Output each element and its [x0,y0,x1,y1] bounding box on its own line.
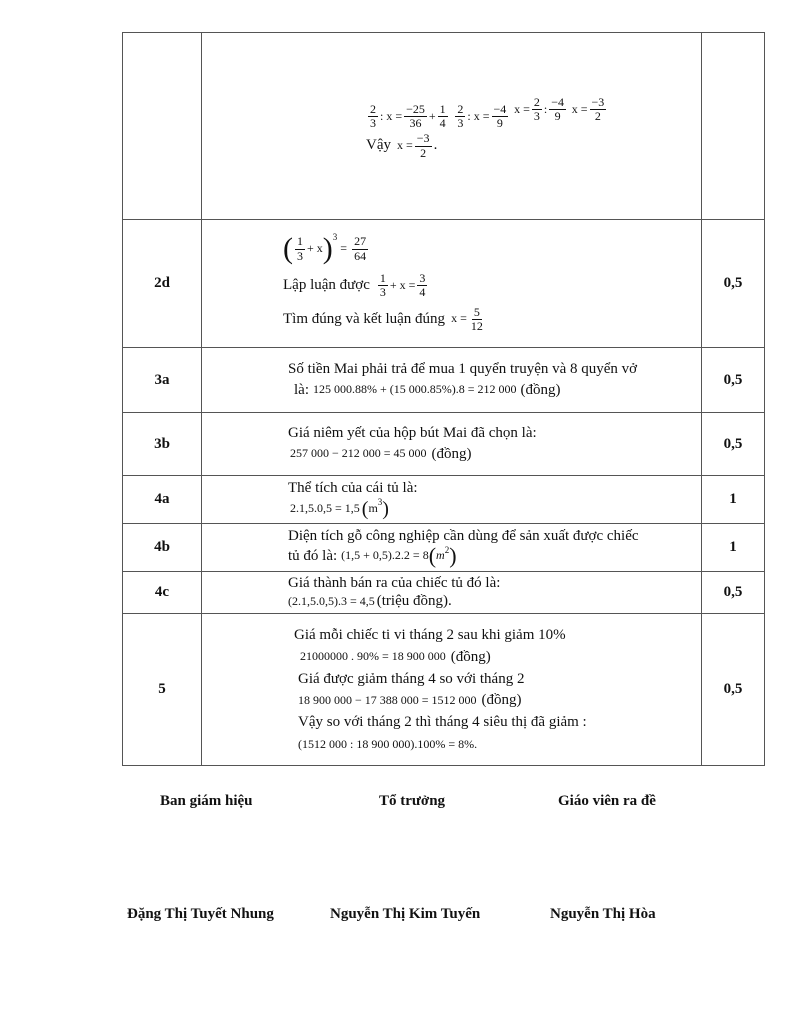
table-row [123,476,765,524]
table-row [123,572,765,614]
score-cell [702,33,765,220]
table-row [123,33,765,220]
score-cell: 1 [702,524,765,572]
table-row [123,524,765,572]
score-cell: 0,5 [702,413,765,476]
question-cell: 3b [123,413,202,476]
signature-title-head: Tổ trưởng [379,793,446,809]
solution-cell: Giá mỗi chiếc ti vi tháng 2 sau khi giảm 10% 21000000 . 90% = 18 900 000 (đồng) Giá được giảm tháng 4 so với tháng 2 18 900 000 − 17 388 000 = 1512 000 (đồng) Vậy so với tháng 2 thì tháng 4 siêu thị đã giảm : (1512 000 : 18 900 000).100% = 8%. [202,614,702,766]
signature-name-head: Nguyễn Thị Kim Tuyến [330,906,481,922]
question-cell: 3a [123,348,202,413]
table-row [123,614,765,766]
signature-title-teacher: Giáo viên ra đề [558,793,656,809]
table-row [123,413,765,476]
question-cell: 4c [123,572,202,614]
score-cell: 0,5 [702,572,765,614]
question-cell: 2d [123,220,202,348]
score-cell: 0,5 [702,348,765,413]
question-cell: 5 [123,614,202,766]
question-cell: 4b [123,524,202,572]
solution-cell: Diện tích gỗ công nghiệp cần dùng để sản xuất được chiếc tủ đó là: (1,5 + 0,5).2.2 = 8 ( m 2 ) [202,524,702,572]
question-cell [123,33,202,220]
answer-table [122,32,765,766]
signature-title-principal: Ban giám hiệu [160,793,253,809]
score-cell: 0,5 [702,614,765,766]
table-row [123,348,765,413]
solution-cell: ( $\frac{1}{3}$ + x ) 3 = $\frac{27}{64}$ Lập luận được $\frac{1}{3}$ + x = $\frac{3}{4}$ Tìm đúng và kết luận đúng x = $\frac{5}{12}$ [202,220,702,348]
solution-cell: Giá niêm yết của hộp bút Mai đã chọn là: 257 000 − 212 000 = 45 000 (đồng) [202,413,702,476]
solution-cell: Thể tích của cái tủ là: 2.1,5.0,5 = 1,5 ( m 3 ) [202,476,702,524]
solution-cell: Số tiền Mai phải trả để mua 1 quyển truyện và 8 quyển vở là: 125 000.88% + (15 000.85%).8 = 212 000 (đồng) [202,348,702,413]
table-row [123,220,765,348]
score-cell: 1 [702,476,765,524]
solution-cell: Giá thành bán ra của chiếc tủ đó là: (2.1,5.0,5).3 = 4,5 (triệu đồng). [202,572,702,614]
solution-cell: $\frac{2}{3}$ : x = $\frac{-25}{36}$ + $\frac{1}{4}$ $\frac{2}{3}$ : x = $\frac{-4}{9}$ x = $\frac{2}{3}$ : $\frac{-4}{9}$ x = $\frac{-3}{2}$ Vậy x = $\frac{-3}{2}$ . [202,33,702,220]
question-cell: 4a [123,476,202,524]
signature-name-principal: Đặng Thị Tuyết Nhung [127,906,274,922]
signature-name-teacher: Nguyễn Thị Hòa [550,906,656,922]
score-cell: 0,5 [702,220,765,348]
